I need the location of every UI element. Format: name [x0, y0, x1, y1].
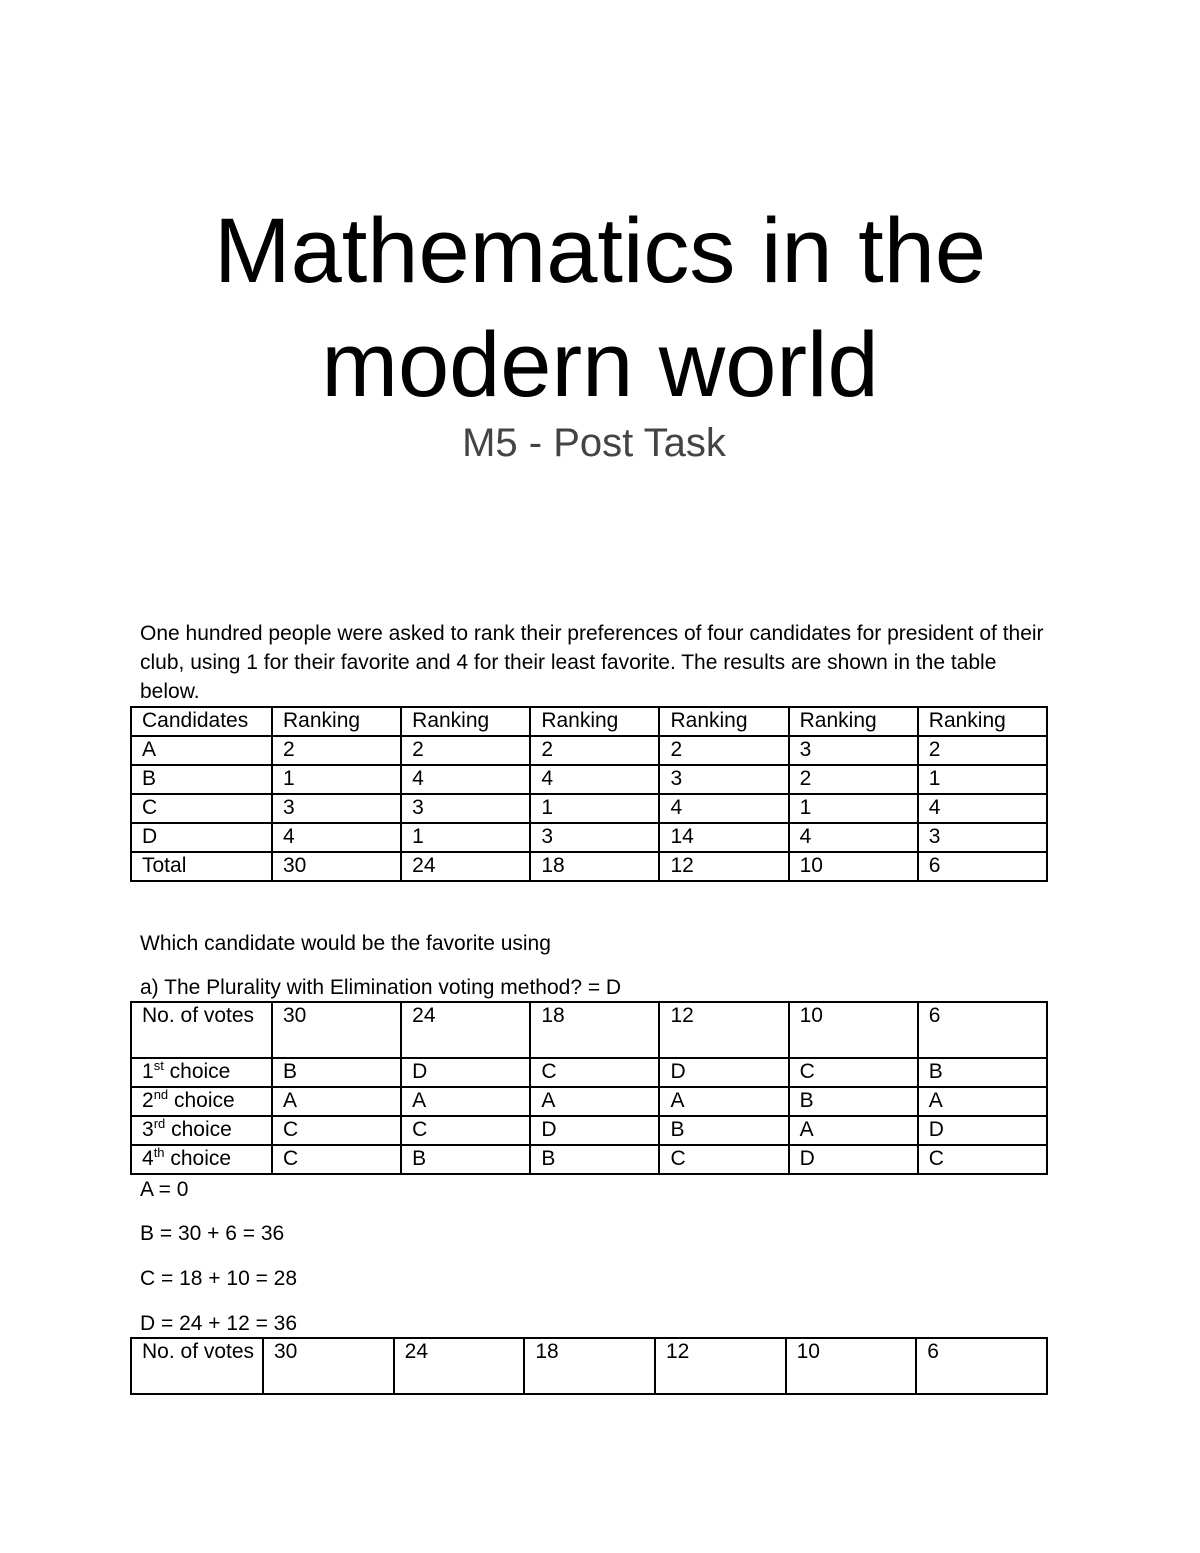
- title-line-2: modern world: [321, 314, 879, 416]
- tally-c: C = 18 + 10 = 28: [140, 1267, 298, 1290]
- ranking-table: [130, 706, 1048, 882]
- table-cell: 4: [659, 794, 788, 823]
- choice-word: choice: [165, 1118, 232, 1141]
- column-header: Ranking: [789, 707, 918, 736]
- votes-cell: 18: [524, 1338, 655, 1394]
- table-cell: 3: [401, 794, 530, 823]
- choice-cell: C: [659, 1145, 788, 1174]
- column-header: Ranking: [272, 707, 401, 736]
- table-cell: 3: [272, 794, 401, 823]
- tally-d: D = 24 + 12 = 36: [140, 1312, 298, 1335]
- votes-label: No. of votes: [131, 1002, 272, 1058]
- table-cell: 3: [659, 765, 788, 794]
- votes-cell: 12: [655, 1338, 786, 1394]
- votes-cell: 6: [916, 1338, 1047, 1394]
- part-a-question: a) The Plurality with Elimination voting method? = D: [140, 976, 622, 999]
- choice-cell: D: [789, 1145, 918, 1174]
- choice-cell: A: [659, 1087, 788, 1116]
- table-cell: 4: [272, 823, 401, 852]
- choice-word: choice: [164, 1147, 232, 1170]
- table-cell: D: [131, 823, 272, 852]
- votes-cell: 24: [394, 1338, 525, 1394]
- choice-ordinal: th: [153, 1145, 165, 1160]
- choice-row: [131, 1116, 1047, 1145]
- column-header: Ranking: [918, 707, 1047, 736]
- choice-cell: D: [401, 1058, 530, 1087]
- table-cell: 14: [659, 823, 788, 852]
- votes-cell: 30: [263, 1338, 394, 1394]
- table-cell: 4: [918, 794, 1047, 823]
- table-cell: 2: [401, 736, 530, 765]
- table-cell: 2: [530, 736, 659, 765]
- choice-cell: C: [401, 1116, 530, 1145]
- table-cell: C: [131, 794, 272, 823]
- column-header: Ranking: [659, 707, 788, 736]
- choice-cell: C: [789, 1058, 918, 1087]
- votes-row: [131, 1338, 1047, 1394]
- choice-label: [131, 1058, 272, 1087]
- table-row: [131, 852, 1047, 881]
- table-cell: A: [131, 736, 272, 765]
- votes-cell: 18: [530, 1002, 659, 1058]
- choice-label: [131, 1087, 272, 1116]
- preference-schedule-table: [130, 1001, 1048, 1175]
- tally-b: B = 30 + 6 = 36: [140, 1222, 285, 1245]
- choice-cell: B: [789, 1087, 918, 1116]
- votes-cell: 10: [789, 1002, 918, 1058]
- column-header: Ranking: [401, 707, 530, 736]
- choice-cell: B: [272, 1058, 401, 1087]
- votes-label: No. of votes: [131, 1338, 263, 1394]
- choice-row: [131, 1145, 1047, 1174]
- table-cell: B: [131, 765, 272, 794]
- table-cell: 2: [918, 736, 1047, 765]
- choice-cell: A: [918, 1087, 1047, 1116]
- choice-row: [131, 1087, 1047, 1116]
- document-subtitle: M5 - Post Task: [462, 421, 726, 465]
- column-header: Candidates: [131, 707, 272, 736]
- choice-cell: C: [530, 1058, 659, 1087]
- votes-cell: 30: [272, 1002, 401, 1058]
- choice-cell: A: [272, 1087, 401, 1116]
- choice-cell: A: [401, 1087, 530, 1116]
- table-header-row: [131, 707, 1047, 736]
- question-text: Which candidate would be the favorite using: [140, 932, 551, 955]
- choice-label: [131, 1145, 272, 1174]
- choice-cell: A: [789, 1116, 918, 1145]
- table-cell: 3: [530, 823, 659, 852]
- tally-a: A = 0: [140, 1178, 189, 1201]
- table-cell: 18: [530, 852, 659, 881]
- votes-cell: 6: [918, 1002, 1047, 1058]
- choice-cell: C: [272, 1145, 401, 1174]
- table-cell: 30: [272, 852, 401, 881]
- choice-cell: D: [530, 1116, 659, 1145]
- choice-row: [131, 1058, 1047, 1087]
- votes-cell: 10: [786, 1338, 917, 1394]
- choice-ordinal: nd: [153, 1087, 169, 1102]
- choice-number: 1: [142, 1060, 154, 1083]
- table-cell: 10: [789, 852, 918, 881]
- votes-row: [131, 1002, 1047, 1058]
- table-cell: 2: [659, 736, 788, 765]
- table-cell: 3: [789, 736, 918, 765]
- choice-cell: B: [401, 1145, 530, 1174]
- table-cell: 2: [272, 736, 401, 765]
- table-row: [131, 823, 1047, 852]
- votes-cell: 12: [659, 1002, 788, 1058]
- table-cell: 24: [401, 852, 530, 881]
- table-cell: 1: [918, 765, 1047, 794]
- choice-cell: A: [530, 1087, 659, 1116]
- table-cell: 2: [789, 765, 918, 794]
- choice-cell: D: [918, 1116, 1047, 1145]
- choice-cell: B: [530, 1145, 659, 1174]
- table-row: [131, 736, 1047, 765]
- choice-cell: B: [659, 1116, 788, 1145]
- choice-cell: C: [272, 1116, 401, 1145]
- choice-ordinal: st: [153, 1058, 164, 1073]
- table-cell: 12: [659, 852, 788, 881]
- table-cell: 3: [918, 823, 1047, 852]
- choice-word: choice: [168, 1089, 235, 1112]
- table-cell: 1: [530, 794, 659, 823]
- table-cell: 1: [789, 794, 918, 823]
- choice-label: [131, 1116, 272, 1145]
- table-cell: 6: [918, 852, 1047, 881]
- column-header: Ranking: [530, 707, 659, 736]
- choice-word: choice: [163, 1060, 231, 1083]
- table-cell: Total: [131, 852, 272, 881]
- table-cell: 4: [789, 823, 918, 852]
- choice-number: 4: [142, 1147, 154, 1170]
- table-row: [131, 794, 1047, 823]
- table-row: [131, 765, 1047, 794]
- votes-cell: 24: [401, 1002, 530, 1058]
- table-cell: 4: [530, 765, 659, 794]
- votes-table: [130, 1337, 1048, 1395]
- table-cell: 1: [401, 823, 530, 852]
- table-cell: 4: [401, 765, 530, 794]
- choice-ordinal: rd: [153, 1116, 166, 1131]
- choice-cell: B: [918, 1058, 1047, 1087]
- intro-paragraph: One hundred people were asked to rank their preferences of four candidates for president of their club, using 1 for their favorite and 4 for their least favorite. The results are shown in the table below.: [140, 622, 1044, 703]
- choice-number: 3: [142, 1118, 154, 1141]
- choice-cell: D: [659, 1058, 788, 1087]
- choice-cell: C: [918, 1145, 1047, 1174]
- title-line-1: Mathematics in the: [213, 200, 987, 302]
- table-cell: 1: [272, 765, 401, 794]
- choice-number: 2: [142, 1089, 154, 1112]
- document-title: [0, 194, 1200, 422]
